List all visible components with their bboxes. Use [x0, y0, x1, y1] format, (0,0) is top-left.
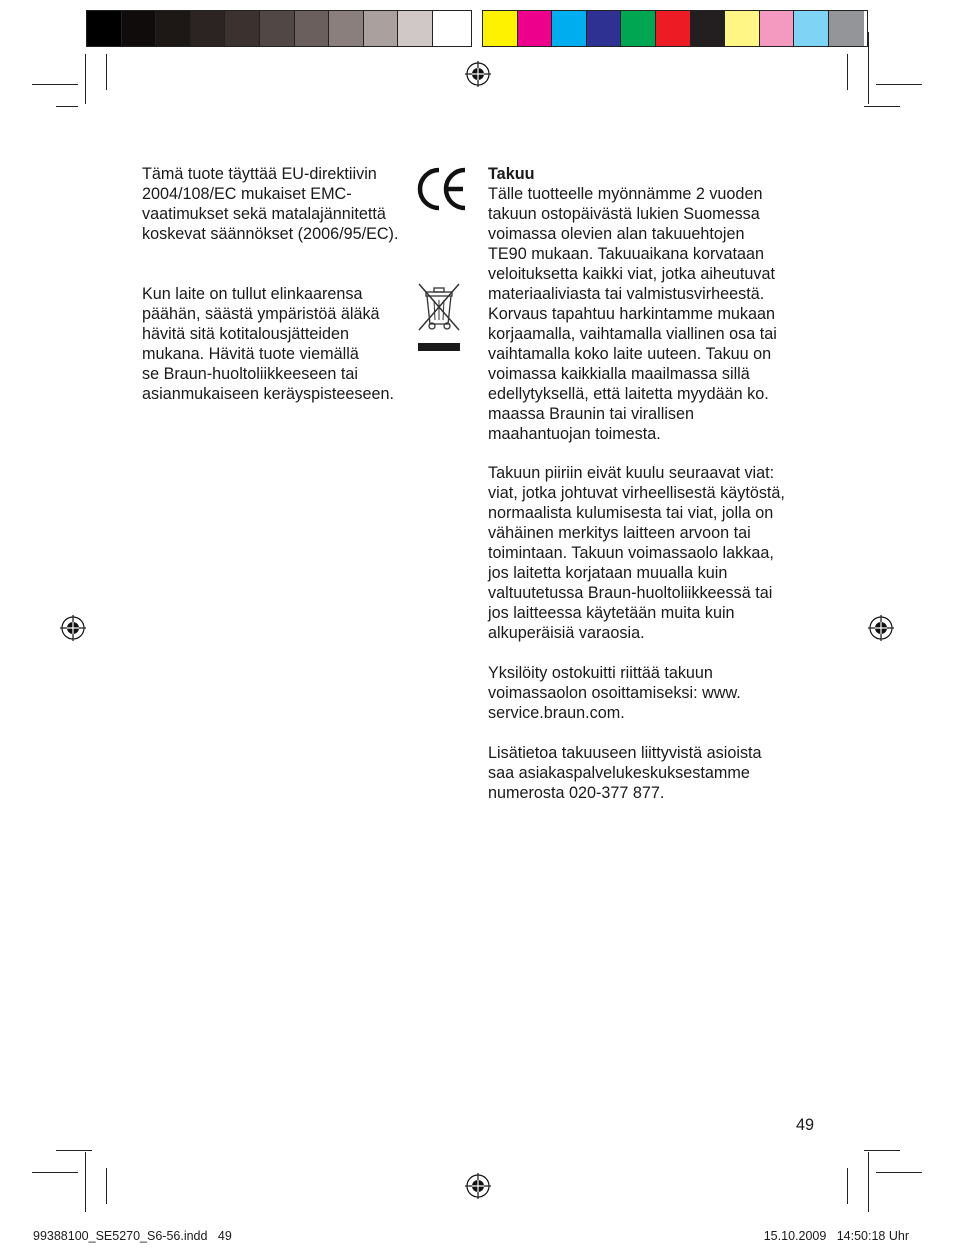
- weee-disposal-paragraph: Kun laite on tullut elinkaarensa päähän, säästä ympäristöä äläkä hävitä sitä kotitalousjätteiden mukana. Hävitä tuote viemällä se Braun-huoltoliikkeeseen tai asianmukaiseen keräyspisteeseen.: [142, 285, 394, 403]
- warranty-paragraph-2: Takuun piiriin eivät kuulu seuraavat viat: viat, jotka johtuvat virheellisestä käytöstä, normaalista kulumisesta tai viat, jolla on vähäinen merkitys laitteen arvoon tai toimintaan. Takuun voimassaolo lakkaa, jos laitetta korjataan muualla kuin valtuutetussa Braun-huoltoliikkeessä tai jos laitteessa käytetään muita kuin alkuperäisiä varaosia.: [488, 464, 785, 642]
- footer-timestamp: 15.10.2009 14:50:18 Uhr: [763, 1229, 909, 1243]
- registration-mark-icon: [465, 61, 491, 87]
- color-swatch: [621, 11, 656, 46]
- color-swatch: [587, 11, 622, 46]
- color-swatch: [364, 11, 399, 46]
- crossed-out-wheelie-bin-icon: [414, 280, 464, 354]
- warranty-paragraph-1: Tälle tuotteelle myönnämme 2 vuoden takuun ostopäivästä lukien Suomessa voimassa olevien alan takuuehtojen TE90 mukaan. Takuuaikana korvataan veloituksetta kaikki viat, jotka aiheutuvat materiaaliviasta tai valmistusvirheestä. Korvaus tapahtuu harkintamme mukaan korjaamalla, vaihtamalla viallinen osa tai vaihtamalla koko laite uuteen. Takuu on voimassa kaikkialla maailmassa sillä edellytyksellä, että laitetta myydään ko. maassa Braunin tai virallisen maahantuojan toimesta.: [488, 185, 777, 443]
- color-swatch: [656, 11, 691, 46]
- color-swatch: [398, 11, 433, 46]
- color-swatch: [691, 11, 726, 46]
- color-swatch: [329, 11, 364, 46]
- color-swatch: [295, 11, 330, 46]
- color-swatch: [518, 11, 553, 46]
- ce-mark-icon: [416, 166, 468, 212]
- registration-mark-icon: [868, 615, 894, 641]
- color-swatch: [260, 11, 295, 46]
- color-swatch: [794, 11, 829, 46]
- color-swatch: [122, 11, 157, 46]
- color-swatch: [433, 11, 468, 46]
- warranty-paragraph-4: Lisätietoa takuuseen liittyvistä asioista saa asiakaspalvelukeskuksestamme numerosta 020-377 877.: [488, 744, 762, 802]
- color-swatch: [829, 11, 864, 46]
- warranty-paragraph-3: Yksilöity ostokuitti riittää takuun voimassaolon osoittamiseksi: www. service.braun.com.: [488, 664, 741, 722]
- ce-conformity-paragraph: Tämä tuote täyttää EU-direktiivin 2004/108/EC mukaiset EMC- vaatimukset sekä matalajännitettä koskevat säännökset (2006/95/EC).: [142, 165, 399, 243]
- color-swatch: [725, 11, 760, 46]
- color-swatch: [87, 11, 122, 46]
- footer-file-info: 99388100_SE5270_S6-56.indd 49: [33, 1229, 232, 1243]
- warranty-heading: Takuu: [488, 165, 535, 183]
- page-number: 49: [795, 1116, 814, 1134]
- registration-mark-icon: [60, 615, 86, 641]
- color-swatch: [225, 11, 260, 46]
- color-swatch: [483, 11, 518, 46]
- registration-mark-icon: [465, 1173, 491, 1199]
- color-swatch: [156, 11, 191, 46]
- color-swatch: [191, 11, 226, 46]
- color-swatch: [552, 11, 587, 46]
- grayscale-color-bar: [86, 10, 472, 47]
- color-swatch: [760, 11, 795, 46]
- process-color-bar: [482, 10, 868, 47]
